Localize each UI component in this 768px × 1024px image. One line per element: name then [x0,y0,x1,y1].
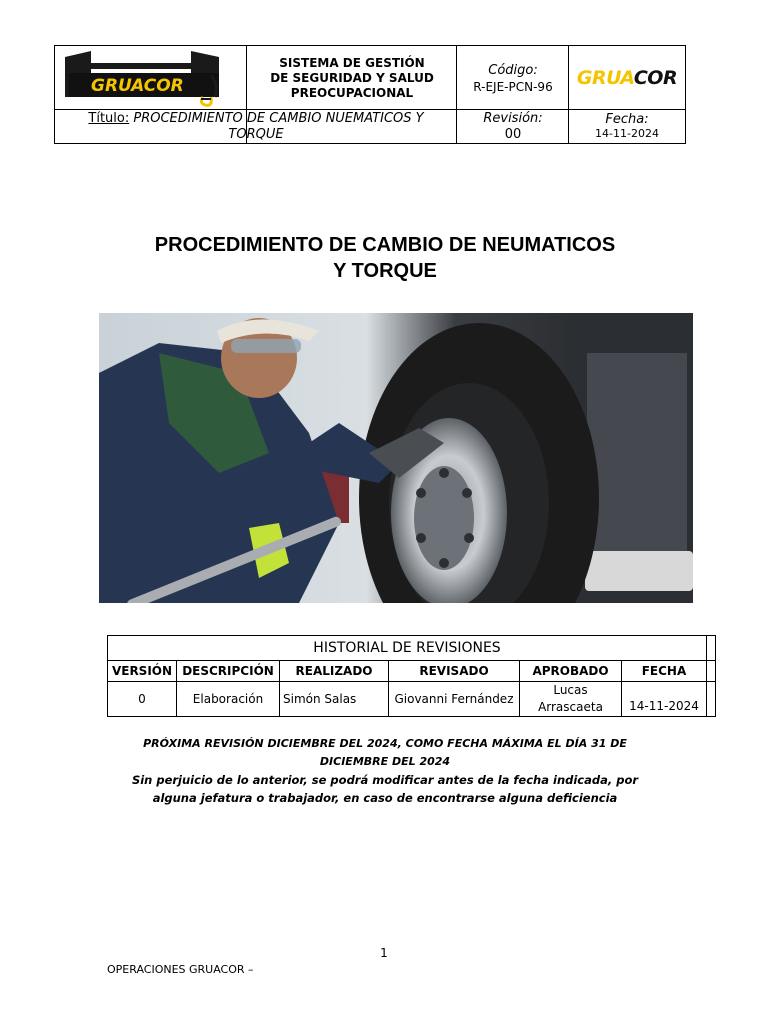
reviewed-by-cell: Giovanni Fernández [389,682,520,717]
version-cell: 0 [108,682,177,717]
page-footer: OPERACIONES GRUACOR – [107,963,254,976]
date-field [569,110,685,144]
revision-history-table [107,635,716,717]
document-header [54,45,686,144]
revision-field [457,110,569,144]
date-value: 14-11-2024 [595,127,659,140]
done-by-cell: Simón Salas [280,682,389,717]
date-label: Fecha: [605,112,649,127]
document-code [457,46,569,110]
page-title: PROCEDIMIENTO DE CAMBIO DE NEUMATICOS Y TORQUE [154,234,616,282]
description-cell: Elaboración [177,682,280,717]
column-header: REALIZADO [280,661,389,682]
table-row [108,682,716,717]
revision-history-caption: HISTORIAL DE REVISIONES [108,636,707,661]
code-label: Código: [488,62,538,78]
column-header: REVISADO [389,661,520,682]
revision-value: 00 [504,127,522,142]
approved-by-cell: Lucas Arrascaeta [520,682,622,717]
title-value: PROCEDIMIENTO DE CAMBIO NUEMATICOS Y TORQUE [133,111,424,142]
column-header: APROBADO [520,661,622,682]
tire-change-photo [99,313,693,603]
company-logo-large [55,46,247,110]
title-label: Título: [88,111,130,126]
next-revision-note: PRÓXIMA REVISIÓN DICIEMBRE DEL 2024, COMO FECHA MÁXIMA EL DÍA 31 DE DICIEMBRE DEL 2024 [143,737,627,768]
revision-label: Revisión: [483,111,543,126]
column-header: VERSIÓN [108,661,177,682]
column-header: DESCRIPCIÓN [177,661,280,682]
document-title-field [55,110,457,144]
page-number: 1 [380,946,388,960]
date-cell: 14-11-2024 [622,682,707,717]
column-header: FECHA [622,661,707,682]
modification-note: Sin perjuicio de lo anterior, se podrá modificar antes de la fecha indicada, por alguna jefatura o trabajador, en caso de encontrarse alguna deficiencia [131,773,639,805]
system-name: SISTEMA DE GESTIÓN DE SEGURIDAD Y SALUD PREOCUPACIONAL [270,55,434,100]
company-logo-small: GRUACOR [576,67,678,89]
svg-text:GRUACOR: GRUACOR [91,76,184,96]
revision-notes [110,735,660,807]
revision-history-header-row [108,661,716,682]
code-value: R-EJE-PCN-96 [473,79,553,94]
